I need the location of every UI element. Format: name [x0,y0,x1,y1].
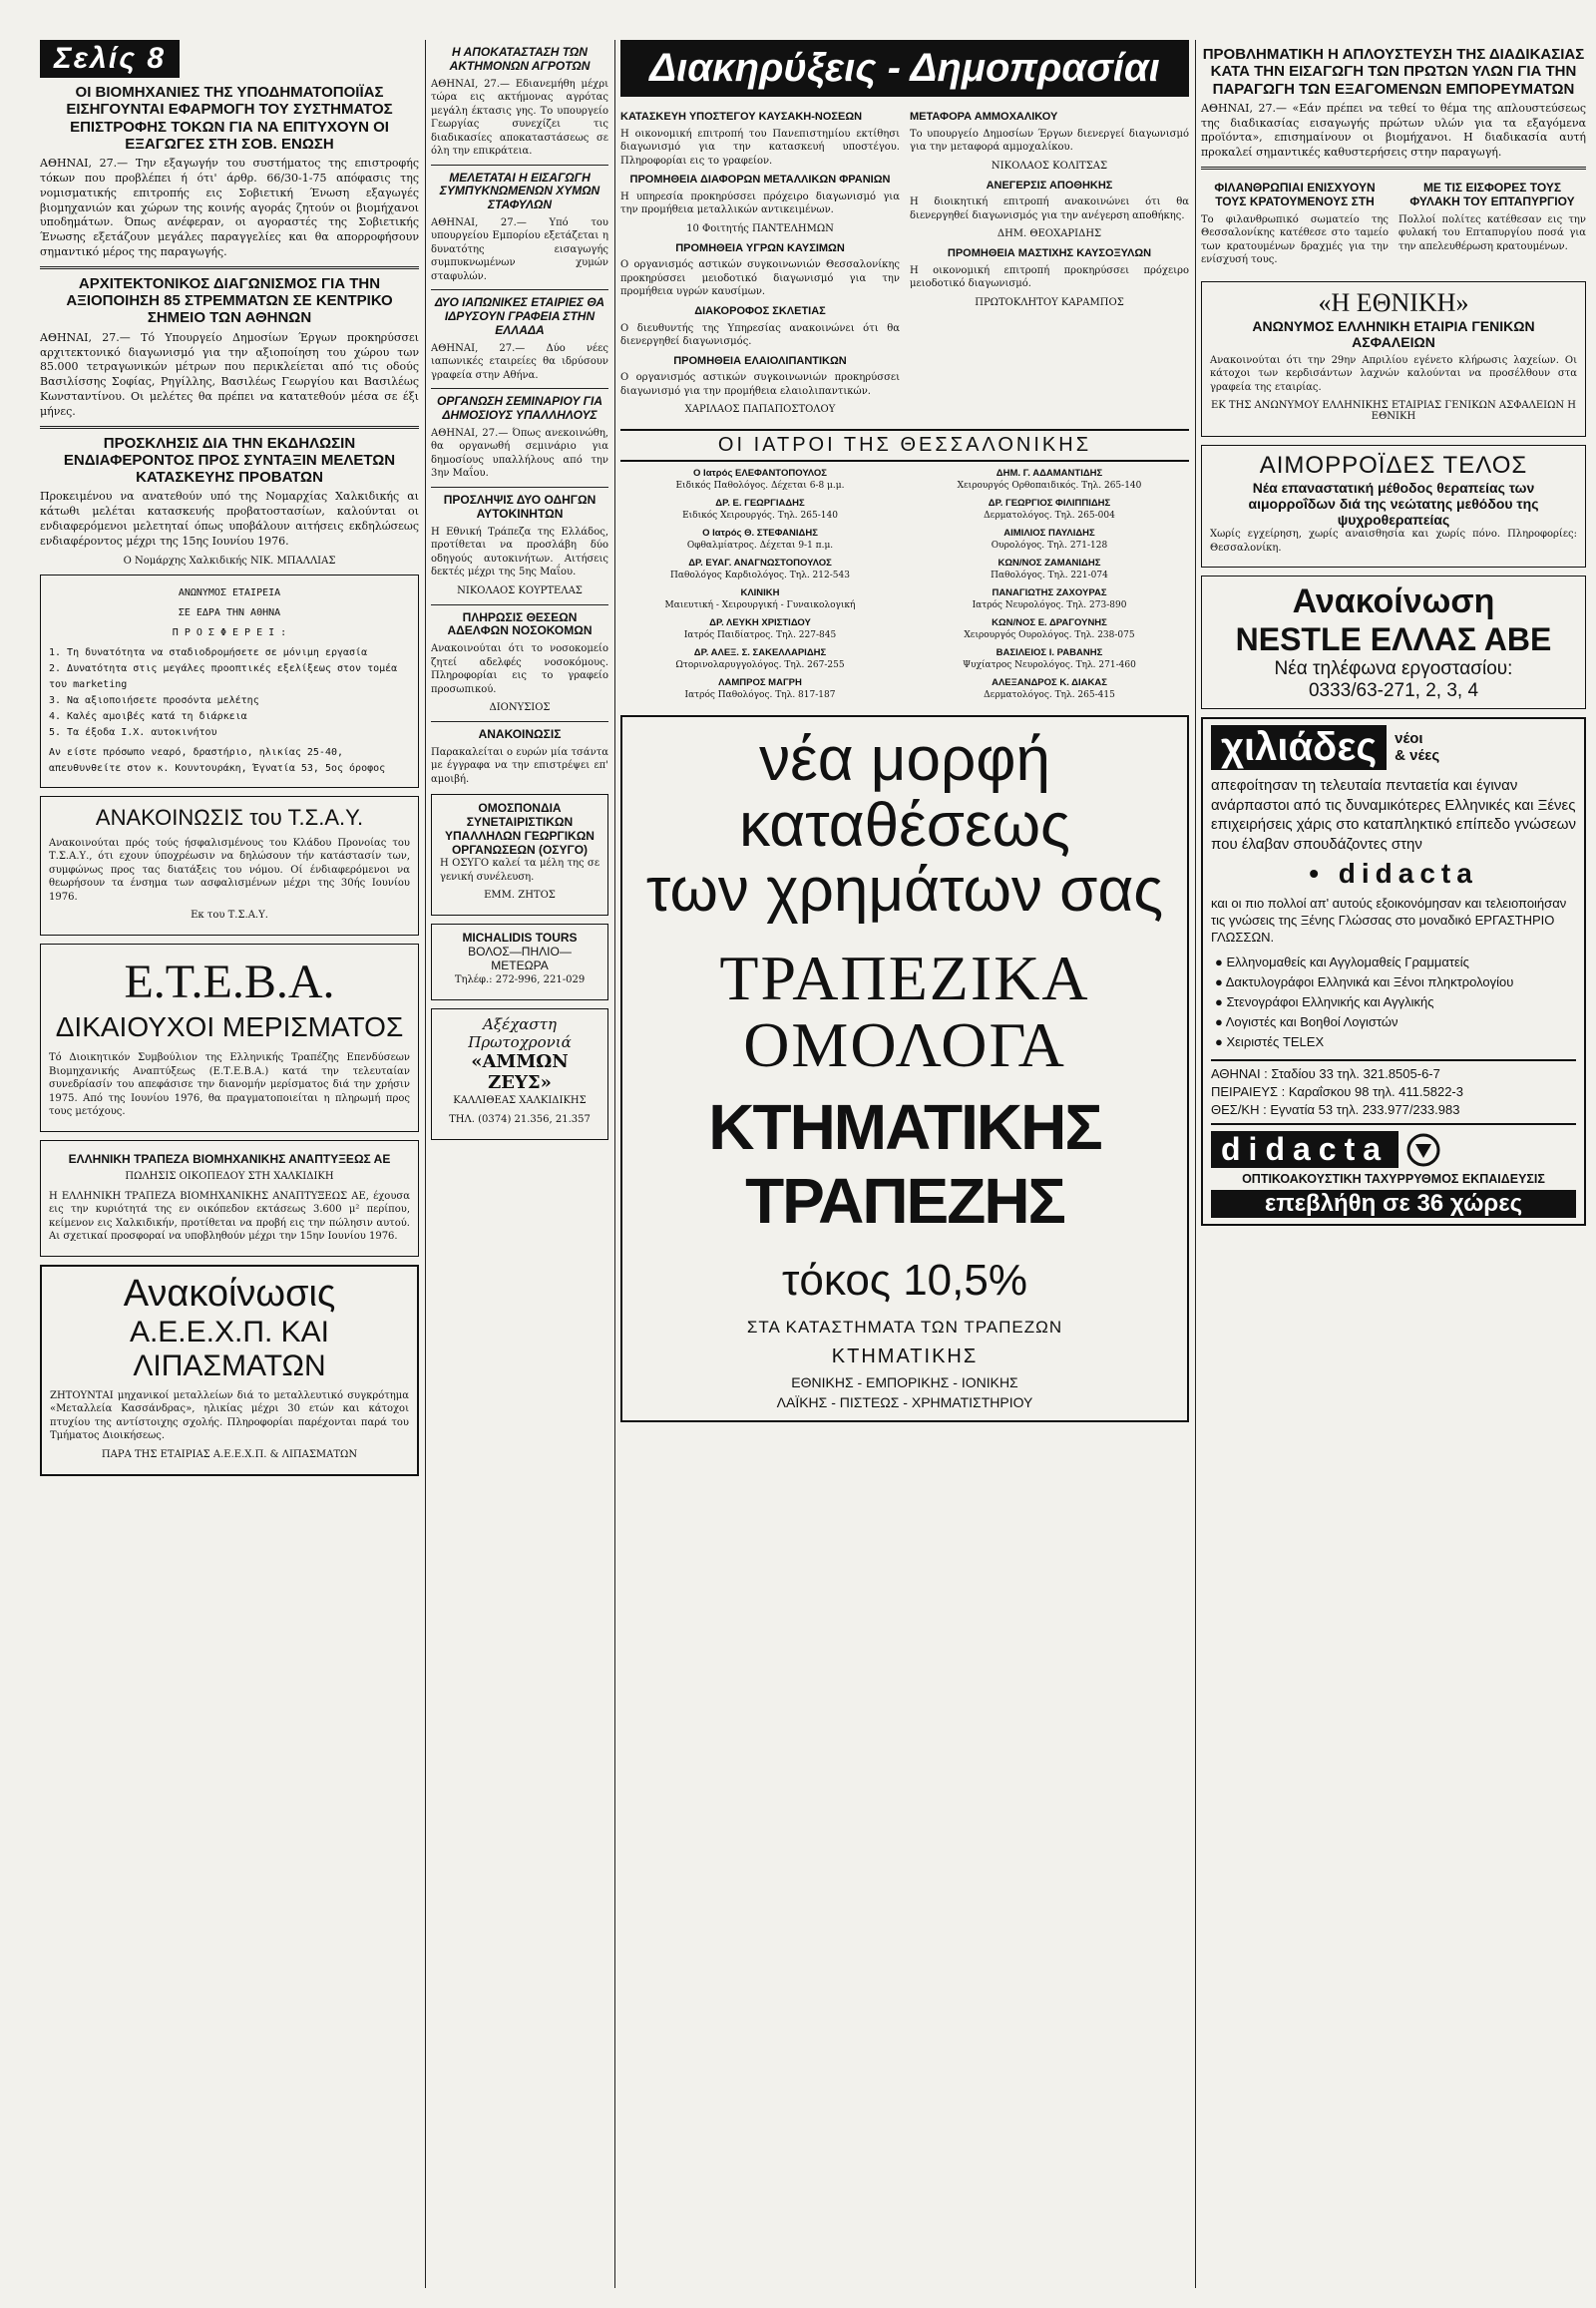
article-sheep-pens-headline: ΠΡΟΣΚΛΗΣΙΣ ΔΙΑ ΤΗΝ ΕΚΔΗΛΩΣΙΝ ΕΝΔΙΑΦΕΡΟΝΤΟΣ ΠΡΟΣ ΣΥΝΤΑΞΙΝ ΜΕΛΕΤΩΝ ΚΑΤΑΣΚΕΥΗΣ ΠΡΟΒΑΤΩΝ [63,434,396,487]
section-flag: Σελίς 8 [40,40,419,78]
doctor-entry: ΛΑΜΠΡΟΣ ΜΑΓΡΗ Ιατρός Παθολόγος. Τηλ. 817-187 [684,677,836,700]
ethniki-subtitle: ΑΝΩΝΥΜΟΣ ΕΛΛΗΝΙΚΗ ΕΤΑΙΡΙΑ ΓΕΝΙΚΩΝ ΑΣΦΑΛΕΙΩΝ [1252,317,1535,350]
tender-fuel-body: Ο οργανισμός αστικών συγκοινωνιών Θεσσαλονίκης προκηρύσσει μειοδοτικό διαγωνισμό για την προμήθεια υγρών καυσίμων. [620,259,900,298]
bank-ad-line-5: ΟΜΟΛΟΓΑ [743,1008,1066,1080]
tsay-signature: Εκ του Τ.Σ.Α.Υ. [191,910,268,922]
divider [431,604,608,605]
bank-land-sale-subheadline: ΠΩΛΗΣΙΣ ΟΙΚΟΠΕΔΟΥ ΣΤΗ ΧΑΛΚΙΔΙΚΗ [125,1170,334,1182]
didacta-tagline: ΟΠΤΙΚΟΑΚΟΥΣΤΙΚΗ ΤΑΧΥΡΡΥΘΜΟΣ ΕΚΠΑΙΔΕΥΣΙΣ [1242,1172,1545,1187]
column-rule [425,40,426,2288]
tenders-banner: Διακηρύξεις - Δημοπρασίαι [620,40,1189,97]
article-prison-body: Πολλοί πολίτες κατέθεσαν εις την φυλακή του Επταπυργίου ποσά για την απελευθέρωση κρατουμένων. [1398,213,1586,252]
tender-mastic-signature: ΠΡΩΤΟΚΛΗΤΟΥ ΚΑΡΑΜΠΟΣ [975,296,1124,308]
article-sheep-pens-signature: Ο Νομάρχης Χαλκιδικής ΝΙΚ. ΜΠΑΛΛΙΑΣ [123,555,336,567]
ethniki-insurance-ad [1201,281,1586,438]
tenders-columns [620,105,1189,423]
didacta-address: ΑΘΗΝΑΙ : Σταδίου 33 τηλ. 321.8505-6-7 [1211,1065,1440,1081]
didacta-address: ΠΕΙΡΑΙΕΥΣ : Καραΐσκου 98 τηλ. 411.5822-3 [1211,1083,1463,1099]
nestle-phones: 0333/63-271, 2, 3, 4 [1308,680,1479,702]
nestle-company: NESTLE ΕΛΛΑΣ ΑΒΕ [1235,621,1552,658]
didacta-headline: χιλιάδες [1211,725,1387,770]
bank-ad-banks-2: ΕΘΝΙΚΗΣ - ΕΜΠΟΡΙΚΗΣ - ΙΟΝΙΚΗΣ [791,1374,1018,1391]
divider [40,426,419,429]
didacta-addresses [1211,1059,1576,1126]
aeexp-title: Ανακοίνωσις [123,1272,336,1315]
article-charity-headline: ΦΙΛΑΝΘΡΩΠΙΑΙ ΕΝΙΣΧΥΟΥΝ ΤΟΥΣ ΚΡΑΤΟΥΜΕΝΟΥΣ ΣΤΗ [1214,181,1376,208]
notice-headline: ΑΝΑΚΟΙΝΩΣΙΣ [478,727,562,742]
tender-lubricants-signature: ΧΑΡΙΛΑΟΣ ΠΑΠΑΠΟΣΤΟΛΟΥ [684,404,836,416]
article-seminar-headline: ΟΡΓΑΝΩΣΗ ΣΕΜΙΝΑΡΙΟΥ ΓΙΑ ΔΗΜΟΣΙΟΥΣ ΥΠΑΛΛΗΛΟΥΣ [437,394,602,423]
didacta-badge: νέοι & νέες [1395,730,1440,764]
didacta-course: ● Ελληνομαθείς και Αγγλομαθείς Γραμματείς [1215,953,1576,972]
tender-fuel-headline: ΠΡΟΜΗΘΕΙΑ ΥΓΡΩΝ ΚΑΥΣΙΜΩΝ [675,241,845,254]
article-architecture-competition-body: ΑΘΗΝΑΙ, 27.— Τό Υπουργείο Δημοσίων Έργων προκηρύσσει αρχιτεκτονικό διαγωνισμό για την αξιοποίηση του χώρου των 85.000 τετραγωνικών μέτρων που περικλείεται από τις οδούς Βασιλίσσης Σοφίας, Ρηγίλλης, Βασιλέως Γεωργίου και Βασιλέως Κωνσταντίνου. Οι μελέτες θα πρέπει να κατατεθούν μέσα σε έξι μήνες. [40,330,419,418]
job-offer-title: ΑΝΩΝΥΜΟΣ ΕΤΑΙΡΕΙΑ [178,586,281,598]
bank-ad-line-3: των χρημάτων σας [645,855,1164,925]
didacta-course: ● Χειριστές TELEX [1215,1032,1576,1052]
tender-warehouse-body: Η διοικητική επιτροπή ανακοινώνει ότι θα διενεργηθεί διαγωνισμός για την ανέγερση αποθήκης. [910,196,1189,221]
michalidis-tours-ad [431,924,608,1000]
doctor-entry: ΔΡ. Ε. ΓΕΩΡΓΙΑΔΗΣ Ειδικός Χειρουργός. Τηλ. 265-140 [682,498,838,521]
didacta-courses [1215,953,1576,1053]
article-nurses-signature: ΔΙΟΝΥΣΙΟΣ [489,702,551,714]
column-rule [614,40,615,2288]
doctors-list-left [620,468,900,707]
job-offer-heading: Π Ρ Ο Σ Φ Ε Ρ Ε Ι : [172,626,287,638]
divider [431,721,608,722]
bank-bonds-ad [620,715,1189,1422]
bank-land-sale-headline: ΕΛΛΗΝΙΚΗ ΤΡΑΠΕΖΑ ΒΙΟΜΗΧΑΝΙΚΗΣ ΑΝΑΠΤΥΞΕΩΣ ΑΕ [68,1151,391,1166]
column-2 [431,40,608,1148]
article-drivers-headline: ΠΡΟΣΛΗΨΙΣ ΔΥΟ ΟΔΗΓΩΝ ΑΥΤΟΚΙΝΗΤΩΝ [443,492,597,521]
bank-ad-line-2: καταθέσεως [739,790,1070,860]
doctor-entry: ΔΡ. ΛΕΥΚΗ ΧΡΙΣΤΙΔΟΥ Ιατρός Παιδίατρος. Τηλ. 227-845 [683,617,837,640]
haemorrhoids-subtitle: Νέα επαναστατική μέθοδος θεραπείας των αιμορροΐδων διά της νεώτατης μεθόδου της ψυχροθεραπείας [1248,480,1539,529]
tender-gravel-body: Το υπουργείο Δημοσίων Έργων διενεργεί διαγωνισμό για την μεταφορά αμμοχαλίκου. [910,128,1189,154]
doctors-directory-title: ΟΙ ΙΑΤΡΟΙ ΤΗΣ ΘΕΣΣΑΛΟΝΙΚΗΣ [620,429,1189,462]
article-shoe-industry-headline: ΟΙ ΒΙΟΜΗΧΑΝΙΕΣ ΤΗΣ ΥΠΟΔΗΜΑΤΟΠΟΙΪΑΣ ΕΙΣΗΓΟΥΝΤΑΙ ΕΦΑΡΜΟΓΗ ΤΟΥ ΣΥΣΤΗΜΑΤΟΣ ΕΠΙΣΤΡΟΦΗΣ ΤΟΚΩΝ ΓΙΑ ΝΑ ΕΠΙΤΥΧΟΥΝ ΟΙ ΕΞΑΓΩΓΕΣ ΣΤΗ ΣΟΒ. ΕΝΩΣΗ [66,84,393,153]
didacta-body: απεφοίτησαν τη τελευταία πενταετία και έγιναν ανάρπαστοι από τις δυναμικότερες Ελληνικές και Ξένες επιχειρήσεις χάρις στο καταπληκτικό επίπεδο γνώσεων που έλαβαν σπουδάζοντες στην [1211,777,1576,853]
article-shoe-industry-body: ΑΘΗΝΑΙ, 27.— Την εξαγωγήν του συστήματος της επιστροφής τόκων που προβλέπει ή ότι' άρθρ. 66/30-1-75 απόφασις της νομισματικής επιτροπής εις Σοβιετική Ένωση εξαγωγές βιομηχανιών και χώρων της κοινής αγοράς ζητούν οι βιομήχανοι υποδημάτων. Όπως ανέφεραν, οι αγοραστές της Σοβιετικής Ένωσης εξετάζουν μεγάλες παραγγελίες και θα απορροφήσουν σημαντικό μέρος της παραγωγής. [40,157,419,259]
eteva-title: Ε.Τ.Ε.Β.Α. [124,956,335,1009]
notice-body: Παρακαλείται ο ευρών μία τσάντα με έγγραφα να την επιστρέψει επ' αμοιβή. [431,746,608,785]
ethniki-title: «Η ΕΘΝΙΚΗ» [1318,287,1469,317]
didacta-course: ● Στενογράφοι Ελληνικής και Αγγλικής [1215,992,1576,1012]
nestle-phones-label: Νέα τηλέφωνα εργοστασίου: [1274,658,1513,680]
doctor-entry: ΑΛΕΞΑΝΔΡΟΣ Κ. ΔΙΑΚΑΣ Δερματολόγος. Τηλ. 265-415 [984,677,1115,700]
charity-articles [1201,176,1586,273]
article-grape-juice-headline: ΜΕΛΕΤΑΤΑΙ Η ΕΙΣΑΓΩΓΗ ΣΥΜΠΥΚΝΩΜΕΝΩΝ ΧΥΜΩΝ ΣΤΑΦΥΛΩΝ [439,170,600,212]
article-prison-headline: ΜΕ ΤΙΣ ΕΙΣΦΟΡΕΣ ΤΟΥΣ ΦΥΛΑΚΗ ΤΟΥ ΕΠΤΑΠΥΡΓΙΟΥ [1409,181,1575,208]
hotel-ammon-zeus-ad [431,1008,608,1140]
article-japanese-firms-headline: ΔΥΟ ΙΑΠΩΝΙΚΕΣ ΕΤΑΙΡΙΕΣ ΘΑ ΙΔΡΥΣΟΥΝ ΓΡΑΦΕΙΑ ΣΤΗΝ ΕΛΛΑΔΑ [434,295,605,338]
tender-gravel-headline: ΜΕΤΑΦΟΡΑ ΑΜΜΟΧΑΛΙΚΟΥ [910,111,1058,123]
article-raw-materials-headline: ΠΡΟΒΛΗΜΑΤΙΚΗ Η ΑΠΛΟΥΣΤΕΥΣΗ ΤΗΣ ΔΙΑΔΙΚΑΣΙΑΣ ΚΑΤΑ ΤΗΝ ΕΙΣΑΓΩΓΗ ΤΩΝ ΠΡΩΤΩΝ ΥΛΩΝ ΓΙΑ ΤΗΝ ΠΑΡΑΓΩΓΗ ΤΩΝ ΕΞΑΓΟΜΕΝΩΝ ΕΜΠΟΡΕΥΜΑΤΩΝ [1202,46,1585,98]
tours-name: MICHALIDIS TOURS [462,931,578,946]
eteva-subtitle: ΔΙΚΑΙΟΥΧΟΙ ΜΕΡΙΣΜΑΤΟΣ [55,1011,404,1043]
article-japanese-firms-body: ΑΘΗΝΑΙ, 27.— Δύο νέες ιαπωνικές εταιρείες θα ιδρύσουν γραφεία στην Αθήνα. [431,342,608,381]
article-nurses-headline: ΠΛΗΡΩΣΙΣ ΘΕΣΕΩΝ ΑΔΕΛΦΩΝ ΝΟΣΟΚΟΜΩΝ [447,609,593,638]
divider [431,165,608,166]
hotel-phone: ΤΗΛ. (0374) 21.356, 21.357 [449,1114,591,1126]
job-offer-item: 5. Τα έξοδα Ι.Χ. αυτοκινήτου [49,726,217,738]
tender-lubricants-headline: ΠΡΟΜΗΘΕΙΑ ΕΛΑΙΟΛΙΠΑΝΤΙΚΩΝ [673,354,847,367]
eteva-body: Τό Διοικητικόν Συμβούλιον της Ελληνικής Τραπέζης Επενδύσεων Βιομηχανικής Αναπτύξεως (Ε.Τ.Ε.Β.Α.) κατά την τελευταίαν συνεδρίασίν του απεφάσισε την διανομήν μερίσματος διά την χρήσιν 1975. Από της Ιουνίου 1976, θα πραγματοποιείται η πληρωμή προς τους μετόχους. [49,1052,410,1118]
doctor-entry: ΠΑΝΑΓΙΩΤΗΣ ΖΑΧΟΥΡΑΣ Ιατρός Νευρολόγος. Τηλ. 273-890 [972,587,1127,610]
aeexp-body: ΖΗΤΟΥΝΤΑΙ μηχανικοί μεταλλείων διά το μεταλλευτικό συγκρότημα «Μεταλλεία Κασσάνδρας», ηλικίας μέχρι 30 ετών και κάτοχοι πτυχίου της αντίστοιχης σχολής. Πληροφορίαι παρέχονται παρά του Τμήματος Διοικήσεως. [50,1389,409,1442]
tender-misc-headline: ΔΙΑΚΟΡΟΦΟΣ ΣΚΛΕΤΙΑΣ [694,304,826,317]
hotel-tagline-2: Πρωτοχρονιά [468,1033,572,1052]
tsay-announcement [40,796,419,937]
job-offer-item: 3. Να αξιοποιήσετε προσόντα μελέτης [49,694,259,706]
didacta-course: ● Δακτυλογράφοι Ελληνικά και Ξένοι πληκτρολογίου [1215,972,1576,992]
nestle-announcement [1201,576,1586,709]
article-landless-farmers-body: ΑΘΗΝΑΙ, 27.— Εδιανεμήθη μέχρι τώρα εις ακτήμονας αγρότας μεγάλη έκτασις γης. Το υπουργείο Γεωργίας συνεχίζει τις διαδικασίες αποκαταστάσεως σε όλη την επικράτεια. [431,78,608,158]
doctor-entry: ΔΡ. ΑΛΕΞ. Σ. ΣΑΚΕΛΛΑΡΙΔΗΣ Ωτορινολαρυγγολόγος. Τηλ. 267-255 [675,647,845,670]
aeexp-signature: ΠΑΡΑ ΤΗΣ ΕΤΑΙΡΙΑΣ Α.Ε.Ε.Χ.Π. & ΛΙΠΑΣΜΑΤΩΝ [101,1448,358,1460]
osygo-headline: ΟΜΟΣΠΟΝΔΙΑ ΣΥΝΕΤΑΙΡΙΣΤΙΚΩΝ ΥΠΑΛΛΗΛΩΝ ΓΕΩΡΓΙΚΩΝ ΟΡΓΑΝΩΣΕΩΝ (ΟΣΥΓΟ) [445,801,595,858]
doctors-list-right [910,468,1189,707]
job-offer-footer: Αν είστε πρόσωπο νεαρό, δραστήριο, ηλικίας 25-40, απευθυνθείτε στον κ. Κουντουράκη, Έγνατία 53, 5ος όροφος [49,746,386,774]
bank-ad-branches: ΣΤΑ ΚΑΤΑΣΤΗΜΑΤΑ ΤΩΝ ΤΡΑΠΕΖΩΝ [746,1318,1063,1338]
bank-ad-bank-1: ΚΤΗΜΑΤΙΚΗΣ [831,1346,979,1368]
job-offer-list [49,645,410,741]
article-seminar-body: ΑΘΗΝΑΙ, 27.— Όπως ανεκοινώθη, θα οργανωθή σεμινάριο για δημοσίους υπαλλήλους από την 3ην Μαΐου. [431,427,608,480]
haemorrhoids-title: ΑΙΜΟΡΡΟΪΔΕΣ ΤΕΛΟΣ [1259,452,1528,480]
charity-article-left [1201,176,1389,273]
bank-ad-banks-3: ΛΑΪΚΗΣ - ΠΙΣΤΕΩΣ - ΧΡΗΜΑΤΙΣΤΗΡΙΟΥ [776,1394,1033,1411]
column-5 [1201,40,1586,1234]
job-offer-item: 4. Καλές αμοιβές κατά τη διάρκεια [49,710,247,722]
bank-land-sale-ad [40,1140,419,1257]
bank-land-sale-body: Η ΕΛΛΗΝΙΚΗ ΤΡΑΠΕΖΑ ΒΙΟΜΗΧΑΝΙΚΗΣ ΑΝΑΠΤΥΞΕΩΣ ΑΕ, έχουσα εις την κυριότητά της εν οικόπεδον εκτάσεως 3.600 μ² περίπου, κείμενον εις Χαλκιδικήν, προτίθεται να προβή εις την πώλησιν αυτού. Αι σχετικαί προσφοραί να υποβληθούν μέχρι την 15ην Ιουνίου 1976. [49,1190,410,1243]
article-nurses-body: Ανακοινούται ότι το νοσοκομείο ζητεί αδελφές νοσοκόμους. Πληροφορίαι εις το γραφείο προσωπικού. [431,643,608,695]
ethniki-signature: ΕΚ ΤΗΣ ΑΝΩΝΥΜΟΥ ΕΛΛΗΝΙΚΗΣ ΕΤΑΙΡΙΑΣ ΓΕΝΙΚΩΝ ΑΣΦΑΛΕΙΩΝ Η ΕΘΝΙΚΗ [1210,400,1577,423]
hotel-location: ΚΑΛΛΙΘΕΑΣ ΧΑΛΚΙΔΙΚΗΣ [453,1095,587,1107]
divider [40,266,419,269]
divider [431,289,608,290]
doctor-entry: ΔΗΜ. Γ. ΑΔΑΜΑΝΤΙΔΗΣ Χειρουργός Ορθοπαιδικός. Τηλ. 265-140 [957,468,1142,491]
article-sheep-pens-body: Προκειμένου να ανατεθούν υπό της Νομαρχίας Χαλκιδικής αι κάτωθι μελέται κατασκευής προβατοστασίων, καλούνται οι ενδιαφερόμενοι μελετηταί όπως υποβάλουν αιτήσεις εκδηλώσεως ενδιαφέροντος μέχρι της 15ης Ιουνίου 1976. [40,490,419,548]
doctor-entry: ΚΩΝ/ΝΟΣ Ε. ΔΡΑΓΟΥΝΗΣ Χειρουργός Ουρολόγος. Τηλ. 238-075 [964,617,1135,640]
aeexp-announcement [40,1265,419,1476]
article-raw-materials-body: ΑΘΗΝΑΙ, 27.— «Εάν πρέπει να τεθεί το θέμα της απλουστεύσεως της διαδικασίας εισαγωγής πρώτων υλών για τα εξαγόμενα προϊόντα», επισημαίνουν οι βιομήχανοι. Η διαδικασία αυτή προκαλεί σημαντικές καθυστερήσεις στην παραγωγή. [1201,101,1586,160]
doctor-entry: ΔΡ. ΕΥΑΓ. ΑΝΑΓΝΩΣΤΟΠΟΥΛΟΣ Παθολόγος Καρδιολόγος. Τηλ. 212-543 [670,558,850,580]
hotel-tagline-1: Αξέχαστη [483,1015,557,1034]
bank-ad-bank-name: ΚΤΗΜΑΤΙΚΗΣ ΤΡΑΠΕΖΗΣ [708,1091,1101,1238]
job-offer-ad [40,575,419,788]
doctor-entry: ΔΡ. ΓΕΩΡΓΙΟΣ ΦΙΛΙΠΠΙΔΗΣ Δερματολόγος. Τηλ. 265-004 [984,498,1115,521]
didacta-address: ΘΕΣ/ΚΗ : Εγνατία 53 τηλ. 233.977/233.983 [1211,1101,1460,1117]
osygo-signature: ΕΜΜ. ΖΗΤΟΣ [484,890,556,902]
didacta-brand: • didacta [1309,858,1478,890]
charity-article-right [1398,176,1586,273]
article-charity-body: Το φιλανθρωπικό σωματείο της Θεσσαλονίκης κατέθεσε στο ταμείο των κρατουμένων δραχμές για την ενίσχυσή τους. [1201,213,1389,266]
tenders-right [910,105,1189,423]
bank-ad-interest-rate: τόκος 10,5% [782,1256,1027,1306]
tender-shed-body: Η οικονομική επιτροπή του Πανεπιστημίου εκτίθησι διαγωνισμό για την κατασκευή υποστέγου. Πληροφορίαι εις το γραφείον. [620,128,900,167]
didacta-logo: didacta [1211,1131,1398,1168]
tender-gravel-signature: ΝΙΚΟΛΑΟΣ ΚΟΛΙΤΣΑΣ [991,160,1108,172]
didacta-footer [1211,1131,1576,1168]
tender-metal-signature: 10 Φοιτητής ΠΑΝΤΕΛΗΜΩΝ [686,222,834,234]
job-offer-subtitle: ΣΕ ΕΔΡΑ ΤΗΝ ΑΘΗΝΑ [178,606,281,618]
article-architecture-competition-headline: ΑΡΧΙΤΕΚΤΟΝΙΚΟΣ ΔΙΑΓΩΝΙΣΜΟΣ ΓΙΑ ΤΗΝ ΑΞΙΟΠΟΙΗΣΗ 85 ΣΤΡΕΜΜΑΤΩΝ ΣΕ ΚΕΝΤΡΙΚΟ ΣΗΜΕΙΟ ΤΩΝ ΑΘΗΝΩΝ [66,274,393,327]
bank-ad-line-1: νέα μορφή [759,725,1050,795]
tender-shed-headline: ΚΑΤΑΣΚΕΥΗ ΥΠΟΣΤΕΓΟΥ ΚΑΥΣΑΚΗ-ΝΟΣΕΩΝ [620,111,863,123]
divider [1201,167,1586,170]
tender-metal-headline: ΠΡΟΜΗΘΕΙΑ ΔΙΑΦΟΡΩΝ ΜΕΤΑΛΛΙΚΩΝ ΦΡΑΝΙΩΝ [629,174,891,187]
column-1 [40,40,419,1484]
didacta-header [1211,725,1576,770]
article-drivers-body: Η Εθνική Τράπεζα της Ελλάδος, προτίθεται να προσλάβη δύο οδηγούς αυτοκινήτων. Αιτήσεις δεκτές μέχρι της 5ης Μαΐου. [431,526,608,578]
doctor-entry: ΚΩΝ/ΝΟΣ ΖΑΜΑΝΙΔΗΣ Παθολόγος. Τηλ. 221-074 [991,558,1108,580]
tours-route: ΒΟΛΟΣ—ΠΗΛΙΟ—ΜΕΤΕΩΡΑ [468,945,572,973]
article-landless-farmers-headline: Η ΑΠΟΚΑΤΑΣΤΑΣΗ ΤΩΝ ΑΚΤΗΜΟΝΩΝ ΑΓΡΟΤΩΝ [449,45,591,73]
tender-warehouse-signature: ΔΗΜ. ΘΕΟΧΑΡΙΔΗΣ [997,228,1102,240]
tender-mastic-headline: ΠΡΟΜΗΘΕΙΑ ΜΑΣΤΙΧΗΣ ΚΑΥΣΟΞΥΛΩΝ [947,247,1152,260]
doctor-entry: ΑΙΜΙΛΙΟΣ ΠΑΥΛΙΔΗΣ Ουρολόγος. Τηλ. 271-128 [991,528,1108,551]
columns-3-4 [620,40,1189,1422]
tenders-left [620,105,900,423]
osygo-body: Η ΟΣΥΓΟ καλεί τα μέλη της σε γενική συνέλευση. [440,858,599,883]
doctor-entry: ΚΛΙΝΙΚΗ Μαιευτική - Χειρουργική - Γυναικολογική [664,587,856,610]
bank-ad-line-4: ΤΡΑΠΕΖΙΚΑ [719,942,1090,1013]
ethniki-body: Ανακοινούται ότι την 29ην Απριλίου εγένετο κλήρωσις λαχείων. Οι κάτοχοι των κερδισάντων λαχνών καλούνται να προσέλθουν στα γραφεία της εταιρίας. [1210,354,1577,393]
haemorrhoids-ad [1201,445,1586,568]
osygo-ad [431,794,608,916]
haemorrhoids-body: Χωρίς εγχείρηση, χωρίς αναισθησία και χωρίς πόνο. Πληροφορίες: Θεσσαλονίκη. [1210,529,1577,554]
didacta-emblem-icon [1406,1133,1440,1167]
tsay-title: ΑΝΑΚΟΙΝΩΣΙΣ του Τ.Σ.Α.Υ. [95,804,364,830]
eteva-ad [40,944,419,1132]
tender-warehouse-headline: ΑΝΕΓΕΡΣΙΣ ΑΠΟΘΗΚΗΣ [986,179,1113,192]
nestle-title: Ανακοίνωση [1292,582,1495,621]
tender-metal-body: Η υπηρεσία προκηρύσσει πρόχειρο διαγωνισμό για την προμήθεια μεταλλικών αντικειμένων. [620,191,900,216]
didacta-countries: επεβλήθη σε 36 χώρες [1211,1190,1576,1218]
didacta-course: ● Λογιστές και Βοηθοί Λογιστών [1215,1012,1576,1032]
aeexp-company: Α.Ε.Ε.Χ.Π. ΚΑΙ ΛΙΠΑΣΜΑΤΩΝ [129,1315,330,1382]
column-rule [1195,40,1196,2288]
article-grape-juice-body: ΑΘΗΝΑΙ, 27.— Υπό του υπουργείου Εμπορίου εξετάζεται η δυνατότης εισαγωγής συμπυκνωμένων χυμών σταφυλών. [431,216,608,282]
didacta-body-2: και οι πιο πολλοί απ' αυτούς εξοικονόμησαν και τελειοποιήσαν τις γνώσεις της Ξένης Γλώσσας στο μοναδικό ΕΡΓΑΣΤΗΡΙΟ ΓΛΩΣΣΩΝ. [1211,896,1567,945]
job-offer-item: 1. Τη δυνατότητα να σταδιοδρομήσετε σε μόνιμη εργασία [49,646,368,658]
doctor-entry: ΒΑΣΙΛΕΙΟΣ Ι. ΡΑΒΑΝΗΣ Ψυχίατρος Νευρολόγος. Τηλ. 271-460 [963,647,1136,670]
tsay-body: Ανακοινούται πρός τούς ήσφαλισμένους του Κλάδου Προνοίας του Τ.Σ.Α.Υ., ότι εχουν ύποχρέωσιν να δηλώσουν τήν κατάστασίν των, συμφώνως προς τας διατάξεις του νόμου. Οί ένδιαφερόμενοι να θεωρήσουν τα ένσημα των ασφαλισμένων μέχρι της 30ής Ιουνίου 1976. [49,837,410,903]
tours-phone: Τηλέφ.: 272-996, 221-029 [454,974,586,986]
job-offer-item: 2. Δυνατότητα στις μεγάλες προοπτικές εξελίξεως στον τομέα του marketing [49,662,398,690]
didacta-ad [1201,717,1586,1226]
tender-mastic-body: Η οικονομική επιτροπή προκηρύσσει πρόχειρο μειοδοτικό διαγωνισμό. [910,264,1189,290]
doctor-entry: Ο Ιατρός Θ. ΣΤΕΦΑΝΙΔΗΣ Οφθαλμίατρος. Δέχεται 9-1 π.μ. [686,528,834,551]
divider [431,487,608,488]
tender-lubricants-body: Ο οργανισμός αστικών συγκοινωνιών προκηρύσσει διαγωνισμό για την προμήθεια ελαιολιπαντικών. [620,372,900,397]
hotel-name: «ΑΜΜΩΝ ΖΕΥΣ» [471,1051,569,1094]
tender-misc-body: Ο διευθυντής της Υπηρεσίας ανακοινώνει ότι θα διενεργηθεί διαγωνισμός. [620,322,900,348]
doctors-directory [620,468,1189,707]
article-drivers-signature: ΝΙΚΟΛΑΟΣ ΚΟΥΡΤΕΛΑΣ [457,584,583,596]
doctor-entry: Ο Ιατρός ΕΛΕΦΑΝΤΟΠΟΥΛΟΣ Ειδικός Παθολόγος. Δέχεται 6-8 μ.μ. [675,468,845,491]
divider [431,388,608,389]
